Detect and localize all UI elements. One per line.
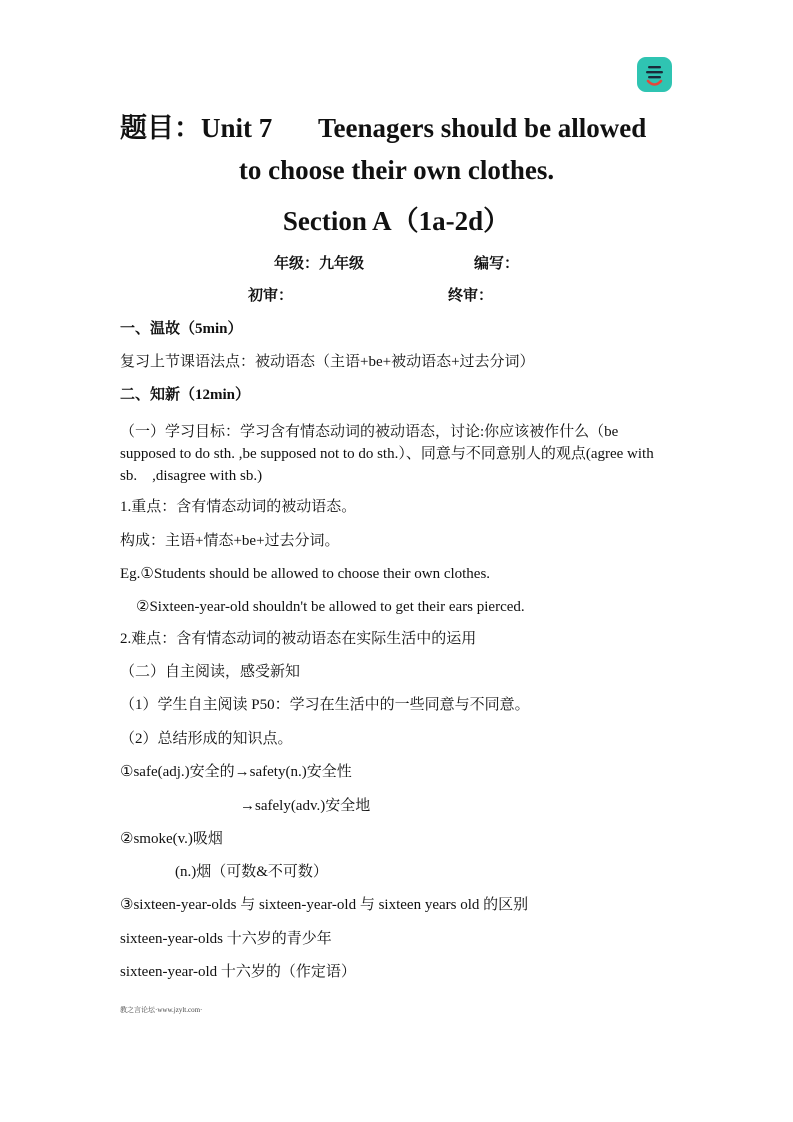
- title-main-part1: Teenagers should be allowed: [318, 113, 647, 143]
- title-main-part2: to choose their own clothes.: [238, 155, 555, 185]
- section-title: Section A（1a-2d）: [282, 206, 511, 236]
- example-1: Eg.①Students should be allowed to choose their own clothes.: [120, 566, 491, 582]
- vocab-smoke-noun: (n.)烟（可数&不可数）: [175, 864, 328, 880]
- final-review-label: 终审：: [448, 288, 494, 304]
- vocab-safe: ①safe(adj.)安全的→safety(n.)安全性: [120, 764, 352, 780]
- grade-label: 年级：九年级: [274, 256, 365, 272]
- learning-goal-paragraph: （一）学习目标：学习含有情态动词的被动语态，讨论:你应该被作什么（be supposed to do sth. ,be supposed not to do sth.）、同意与不同意别人的观点(agree with sb. ,disagree with sb.): [120, 424, 654, 484]
- site-logo-icon: [637, 57, 672, 92]
- title-prefix: 题目：Unit 7: [120, 113, 273, 143]
- reading-step-2: （2）总结形成的知识点。: [120, 731, 293, 747]
- heading-review: 一、温故（5min）: [120, 321, 243, 337]
- vocab-sixteen-year-olds: sixteen-year-olds 十六岁的青少年: [120, 931, 332, 947]
- reading-heading: （二）自主阅读，感受新知: [120, 664, 301, 680]
- vocab-sixteen-compare: ③sixteen-year-olds 与 sixteen-year-old 与 sixteen years old 的区别: [120, 897, 529, 913]
- vocab-safely: →safely(adv.)安全地: [240, 798, 371, 814]
- key-point: 1.重点：含有情态动词的被动语态。: [120, 499, 357, 515]
- example-2: ②Sixteen-year-old shouldn't be allowed to get their ears pierced.: [136, 599, 525, 615]
- reading-step-1: （1）学生自主阅读 P50：学习在生活中的一些同意与不同意。: [120, 697, 530, 713]
- review-text: 复习上节课语法点：被动语态（主语+be+被动语态+过去分词）: [120, 354, 535, 370]
- first-review-label: 初审：: [248, 288, 294, 304]
- structure-text: 构成：主语+情态+be+过去分词。: [120, 533, 340, 549]
- heading-new-knowledge: 二、知新（12min）: [120, 387, 251, 403]
- vocab-smoke-verb: ②smoke(v.)吸烟: [120, 831, 223, 847]
- difficulty-point: 2.难点：含有情态动词的被动语态在实际生活中的运用: [120, 631, 477, 647]
- author-label: 编写：: [474, 256, 520, 272]
- footer-watermark: 教之言论坛·www.jzylt.com·: [120, 1006, 203, 1014]
- vocab-sixteen-year-old: sixteen-year-old 十六岁的（作定语）: [120, 964, 356, 980]
